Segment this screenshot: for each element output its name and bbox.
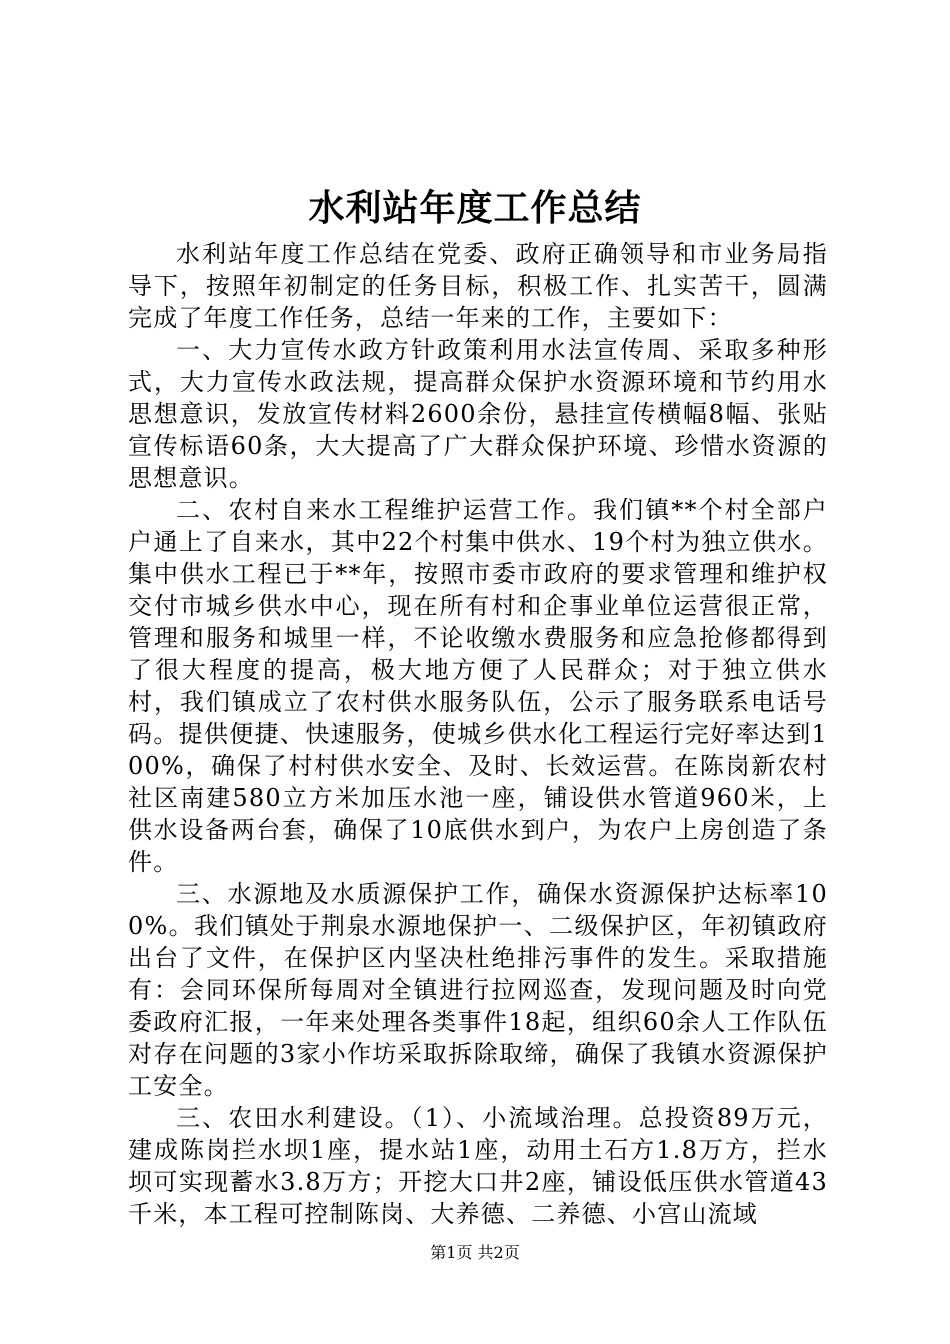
paragraph-rural-water-supply: 二、农村自来水工程维护运营工作。我们镇**个村全部户户通上了自来水，其中22个村集中供水、19个村为独立供水。集中供水工程已于**年，按照市委市政府的要求管理和维护权交付市城乡供水中心，现在所有村和企事业单位运营很正常，管理和服务和城里一样，不论收缴水费服务和应急抢修都得到了很大程度的提高，极大地方便了人民群众；对于独立供水村，我们镇成立了农村供水服务队伍，公示了服务联系电话号码。提供便捷、快速服务，使城乡供水化工程运行完好率达到100%，确保了村村供水安全、及时、长效运营。在陈岗新农村社区南建580立方米加压水池一座，铺设供水管道960米，上供水设备两台套，确保了10底供水到户，为农户上房创造了条件。: [128, 496, 828, 876]
document-body: [128, 238, 828, 1230]
paragraph-intro: 水利站年度工作总结在党委、政府正确领导和市业务局指导下，按照年初制定的任务目标，积极工作、扎实苦干，圆满完成了年度工作任务，总结一年来的工作，主要如下：: [128, 240, 828, 332]
page-number-footer: 第1页 共2页: [430, 1243, 520, 1262]
document-title: 水利站年度工作总结: [308, 187, 642, 229]
paragraph-farmland-irrigation: 三、农田水利建设。（1）、小流域治理。总投资89万元，建成陈岗拦水坝1座，提水站1座，动用土石方1.8万方，拦水坝可实现蓄水3.8万方；开挖大口井2座，铺设低压供水管道43千米，本工程可控制陈岗、大养德、二养德、小宫山流域: [128, 1104, 828, 1228]
paragraph-publicity: 一、大力宣传水政方针政策利用水法宣传周、采取多种形式，大力宣传水政法规，提高群众保护水资源环境和节约用水思想意识，发放宣传材料2600余份，悬挂宣传横幅8幅、张贴宣传标语60条，大大提高了广大群众保护环境、珍惜水资源的思想意识。: [128, 336, 828, 492]
paragraph-water-source-protection: 三、水源地及水质源保护工作，确保水资源保护达标率100%。我们镇处于荆泉水源地保护一、二级保护区，年初镇政府出台了文件，在保护区内坚决杜绝排污事件的发生。采取措施有：会同环保所每周对全镇进行拉网巡查，发现问题及时向党委政府汇报，一年来处理各类事件18起，组织60余人工作队伍对存在问题的3家小作坊采取拆除取缔，确保了我镇水资源保护工安全。: [128, 880, 828, 1100]
